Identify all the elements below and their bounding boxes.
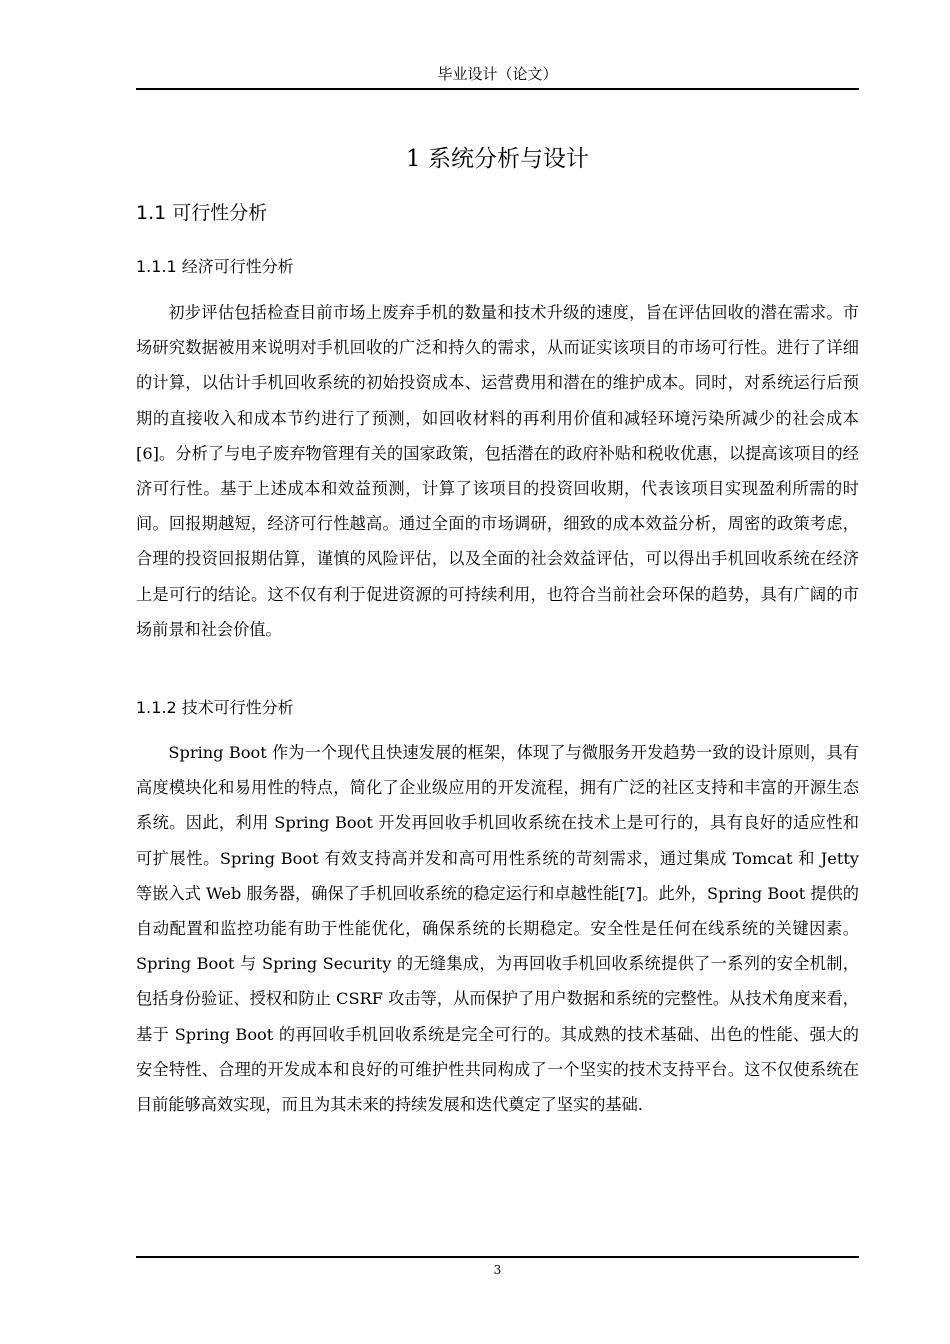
page-header: 毕业设计（论文） [136,62,859,90]
footer-divider [136,1256,859,1258]
subsection-heading-technical: 1.1.2 技术可行性分析 [136,698,294,717]
chapter-title: 1 系统分析与设计 [406,146,589,172]
subsection-heading-economic: 1.1.1 经济可行性分析 [136,257,294,276]
paragraph-technical: Spring Boot 作为一个现代且快速发展的框架，体现了与微服务开发趋势一致的设计原则，具有高度模块化和易用性的特点，简化了企业级应用的开发流程，拥有广泛的社区支持和丰富的开源生态系统。因此，利用 Spring Boot 开发再回收手机回收系统在技术上是可行的，具有良好的适应性和可扩展性。Spring Boot 有效支持高并发和高可用性系统的苛刻需求，通过集成 Tomcat 和 Jetty 等嵌入式 Web 服务器，确保了手机回收系统的稳定运行和卓越性能[7]。此外，Spring Boot 提供的自动配置和监控功能有助于性能优化，确保系统的长期稳定。安全性是任何在线系统的关键因素。Spring Boot 与 Spring Security 的无缝集成，为再回收手机回收系统提供了一系列的安全机制，包括身份验证、授权和防止 CSRF 攻击等，从而保护了用户数据和系统的完整性。从技术角度来看，基于 Spring Boot 的再回收手机回收系统是完全可行的。其成熟的技术基础、出色的性能、强大的安全特性、合理的开发成本和良好的可维护性共同构成了一个坚实的技术支持平台。这不仅使系统在目前能够高效实现，而且为其未来的持续发展和迭代奠定了坚实的基础. [136,743,859,1115]
paragraph-economic: 初步评估包括检查目前市场上废弃手机的数量和技术升级的速度，旨在评估回收的潜在需求。市场研究数据被用来说明对手机回收的广泛和持久的需求，从而证实该项目的市场可行性。进行了详细的计算，以估计手机回收系统的初始投资成本、运营费用和潜在的维护成本。同时，对系统运行后预期的直接收入和成本节约进行了预测，如回收材料的再利用价值和减轻环境污染所减少的社会成本[6]。分析了与电子废弃物管理有关的国家政策，包括潜在的政府补贴和税收优惠，以提高该项目的经济可行性。基于上述成本和效益预测，计算了该项目的投资回收期，代表该项目实现盈利所需的时间。回报期越短，经济可行性越高。通过全面的市场调研，细致的成本效益分析，周密的政策考虑，合理的投资回报期估算，谨慎的风险评估，以及全面的社会效益评估，可以得出手机回收系统在经济上是可行的结论。这不仅有利于促进资源的可持续利用，也符合当前社会环保的趋势，具有广阔的市场前景和社会价值。 [136,303,859,639]
section-heading-feasibility: 1.1 可行性分析 [136,202,268,224]
page-number: 3 [493,1263,502,1277]
